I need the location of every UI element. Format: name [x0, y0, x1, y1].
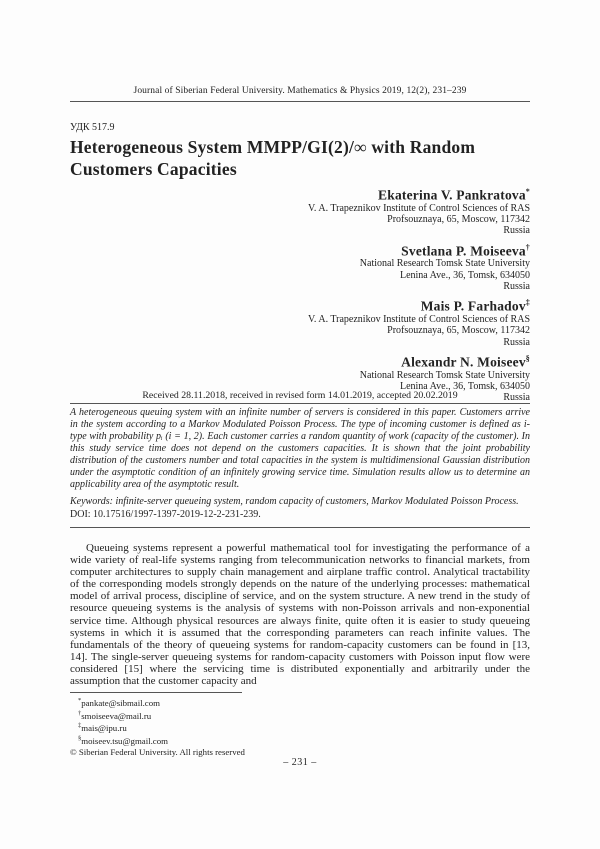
- footnote-email: [70, 709, 530, 722]
- author-footnote-mark: *: [525, 187, 530, 196]
- author-affiliation-line: Profsouznaya, 65, Moscow, 117342: [387, 325, 530, 337]
- footnote-mark: *: [78, 697, 82, 704]
- abstract-text: A heterogeneous queuing system with an infinite number of servers is considered in this paper. Customers arrive in the system according to a Markov Modulated Poisson Process. The type of incoming customer is defined as i-type with probability pᵢ (i = 1, 2). Each customer carries a random quantity of work (capacity of the customer). In this study service time does not depend on the customers capacities. It is shown that the joint probability distribution of the customers number and total capacities in the system is multidimensional Gaussian distribution under the asymptotic condition of an infinitely growing service time. Simulation results allow us to determine an applicability area of the asymptotic result.: [70, 407, 530, 490]
- author-affiliation-line: V. A. Trapeznikov Institute of Control Sciences of RAS: [307, 313, 530, 325]
- author-footnote-mark: ‡: [525, 298, 530, 308]
- keywords-text: Keywords: infinite-server queueing system, random capacity of customers, Markov Modulated Poisson Process.: [70, 496, 519, 507]
- author-affiliation-line: V. A. Trapeznikov Institute of Control Sciences of RAS: [307, 202, 530, 214]
- copyright-line: © Siberian Federal University. All rights reserved: [70, 746, 245, 757]
- body-paragraph: Queueing systems represent a powerful mathematical tool for investigating the performance of a wide variety of real-life systems ranging from telecommunication networks to financial markets, from computer architectures to supply chain management and airplane traffic control. Analytical tractability of the corresponding models strongly depends on the nature of the underlying processes: mathematical model of arrival process, discipline of service, and on the system structure. A new trend in the study of resource queueing systems is the analysis of systems with non-Poisson arrivals and non-exponential service time. Although physical resources are always finite, quite often it is easier to study queueing systems in which it is assumed that the corresponding parameters can reach infinite values. The fundamentals of the theory of queueing systems for random-capacity customers can be found in [13, 14]. The single-server queueing systems for random-capacity customers with Poisson input flow were considered [15] where the servicing time is distributed exponentially and arbitrarily under the assumption that the customer capacity and: [70, 542, 530, 688]
- author-affiliation-line: National Research Tomsk State University: [359, 369, 530, 381]
- author-affiliation-line: National Research Tomsk State University: [359, 258, 530, 270]
- footnote-text: mais@ipu.ru: [81, 723, 127, 734]
- author-affiliation-line: Russia: [503, 281, 530, 293]
- author-name-text: Alexandr N. Moiseev: [401, 354, 526, 370]
- udc-code: УДК 517.9: [70, 122, 115, 133]
- footnotes-block: [70, 696, 530, 758]
- author-affiliation-line: Russia: [503, 225, 530, 237]
- author-name: [70, 184, 530, 203]
- author-name-text: Mais P. Farhadov: [420, 298, 526, 314]
- footnote-separator: [70, 692, 242, 693]
- footnote-email: [70, 696, 530, 709]
- author-block: [70, 240, 530, 293]
- paper-title: Heterogeneous System MMPP/GI(2)/∞ with Random Customers Capacities: [70, 137, 476, 179]
- author-affiliation-line: Russia: [503, 336, 530, 348]
- doi-text: DOI: 10.17516/1997-1397-2019-12-2-231-239.: [70, 509, 261, 520]
- author-footnote-mark: †: [525, 242, 530, 252]
- footnote-email: [70, 721, 530, 734]
- footnote-mark: †: [78, 709, 82, 717]
- footnote-text: pankate@sibmail.com: [81, 697, 160, 708]
- author-affiliation-line: Lenina Ave., 36, Tomsk, 634050: [399, 381, 530, 393]
- author-affiliation-line: Russia: [503, 392, 530, 404]
- author-name: [70, 295, 530, 314]
- author-name-text: Ekaterina V. Pankratova: [378, 187, 526, 203]
- authors-block: [70, 184, 530, 407]
- author-footnote-mark: §: [525, 354, 530, 364]
- author-name-text: Svetlana P. Moiseeva: [401, 243, 526, 259]
- footnote-mark: ‡: [78, 722, 82, 730]
- abstract-block: [70, 403, 530, 528]
- footnote-email: [70, 734, 530, 747]
- author-affiliation-line: Profsouznaya, 65, Moscow, 117342: [387, 213, 530, 225]
- journal-header-line: Journal of Siberian Federal University. Mathematics & Physics 2019, 12(2), 231–239: [70, 86, 530, 102]
- author-name: [70, 240, 530, 259]
- author-block: [70, 184, 530, 237]
- page-number: – 231 –: [283, 757, 317, 768]
- footnote-text: moiseev.tsu@gmail.com: [81, 736, 168, 747]
- author-name: [70, 351, 530, 370]
- footnote-mark: §: [78, 735, 82, 743]
- author-affiliation-line: Lenina Ave., 36, Tomsk, 634050: [399, 269, 530, 281]
- author-block: [70, 295, 530, 348]
- received-dates-line: Received 28.11.2018, received in revised form 14.01.2019, accepted 20.02.2019: [142, 390, 458, 401]
- footnote-text: smoiseeva@mail.ru: [81, 710, 152, 721]
